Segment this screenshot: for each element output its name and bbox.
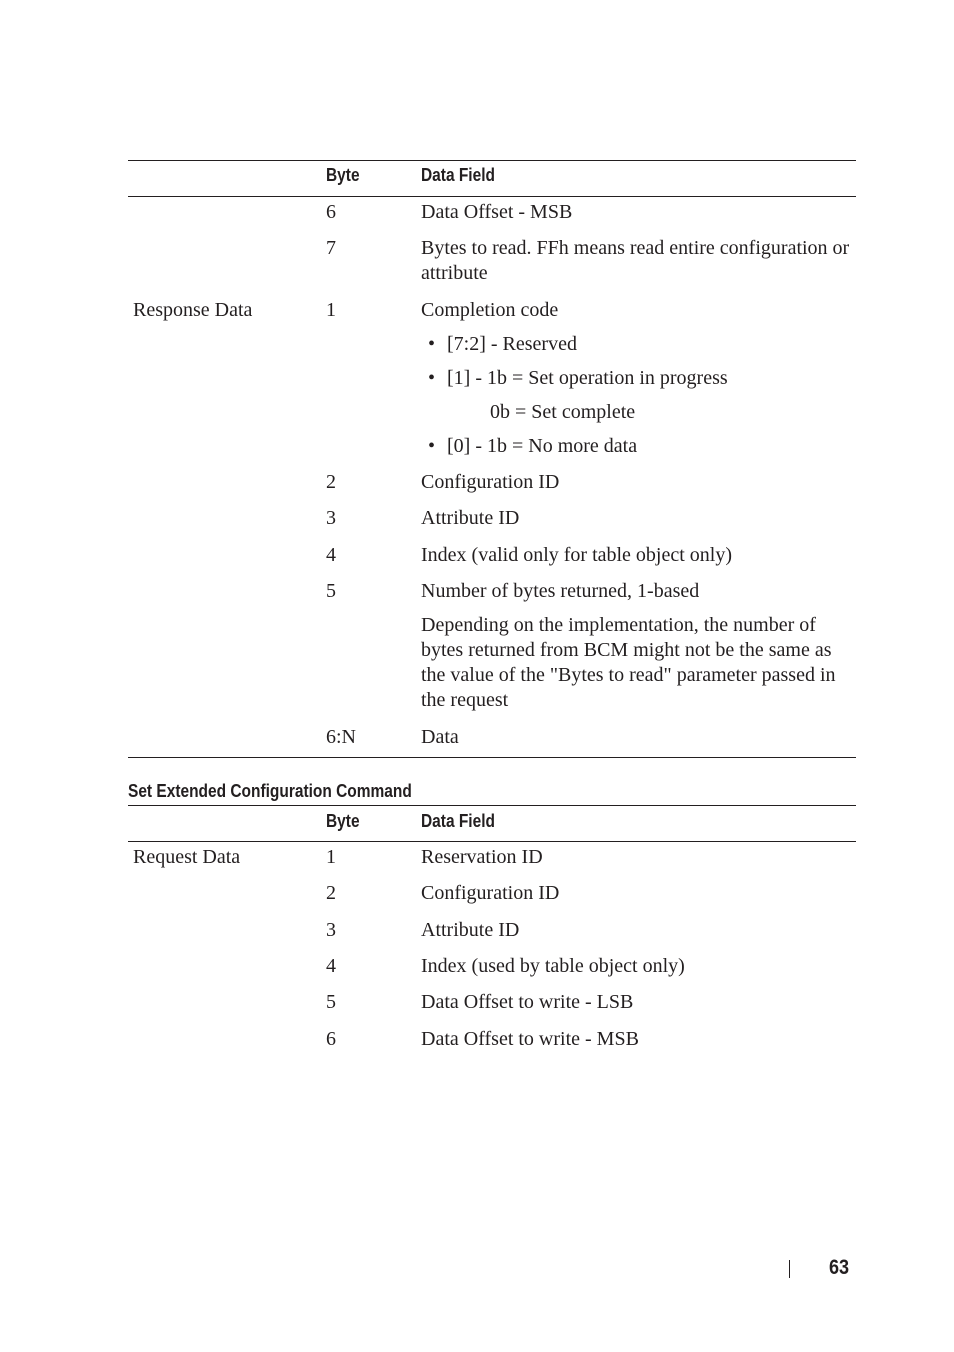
- table-byte: 6: [326, 201, 336, 223]
- table-byte: 6: [326, 1028, 336, 1050]
- page-number: 63: [829, 1256, 850, 1279]
- bullet-dot-icon: •: [428, 367, 436, 389]
- section-title: Set Extended Configuration Command: [128, 781, 412, 801]
- table1-top-rule: [128, 160, 856, 161]
- table-field: Data Offset to write - LSB: [421, 991, 634, 1013]
- table2-top-rule: [128, 805, 856, 806]
- table-byte: 4: [326, 544, 336, 566]
- table-field: Data Offset - MSB: [421, 201, 573, 223]
- table-byte: 7: [326, 237, 336, 259]
- table1-header-byte: Byte: [326, 165, 360, 185]
- table-field: Configuration ID: [421, 882, 560, 904]
- table-field: Reservation ID: [421, 846, 543, 868]
- table-byte: 3: [326, 919, 336, 941]
- table-byte: 2: [326, 882, 336, 904]
- table-byte: 3: [326, 507, 336, 529]
- table-byte: 2: [326, 471, 336, 493]
- table-field: Data Offset to write - MSB: [421, 1028, 639, 1050]
- table-byte: 5: [326, 580, 336, 602]
- bullet-text: [7:2] - Reserved: [447, 333, 577, 355]
- page-number-divider: [789, 1260, 790, 1278]
- bullet-dot-icon: •: [428, 435, 436, 457]
- bullet-text: [0] - 1b = No more data: [447, 435, 638, 457]
- table-field: Data: [421, 726, 459, 748]
- table-field: Number of bytes returned, 1-based: [421, 580, 700, 602]
- table-field: Index (valid only for table object only): [421, 544, 733, 566]
- table1-bottom-rule: [128, 757, 856, 758]
- table-field: Completion code: [421, 299, 559, 321]
- table-byte: 6:N: [326, 726, 356, 748]
- table-field: Configuration ID: [421, 471, 560, 493]
- table-field: Bytes to read. FFh means read entire configuration or attribute: [421, 237, 850, 284]
- table-byte: 5: [326, 991, 336, 1013]
- table-byte: 1: [326, 299, 336, 321]
- table2-header-byte: Byte: [326, 811, 360, 831]
- table-field: Attribute ID: [421, 507, 520, 529]
- table-byte: 1: [326, 846, 336, 868]
- table-field-note: Depending on the implementation, the number of bytes returned from BCM might not be the same as the value of the "Bytes to read" parameter passed in the request: [421, 614, 836, 711]
- bullet-dot-icon: •: [428, 333, 436, 355]
- table2-header-data-field: Data Field: [421, 811, 495, 831]
- table2-header-rule: [128, 841, 856, 842]
- table-field: Index (used by table object only): [421, 955, 685, 977]
- section-label-response-data: Response Data: [133, 299, 253, 321]
- section-label-request-data: Request Data: [133, 846, 241, 868]
- bullet-subline: 0b = Set complete: [490, 401, 636, 423]
- table1-header-rule: [128, 196, 856, 197]
- table-byte: 4: [326, 955, 336, 977]
- bullet-text: [1] - 1b = Set operation in progress: [447, 367, 728, 389]
- table1-header-data-field: Data Field: [421, 165, 495, 185]
- table-field: Attribute ID: [421, 919, 520, 941]
